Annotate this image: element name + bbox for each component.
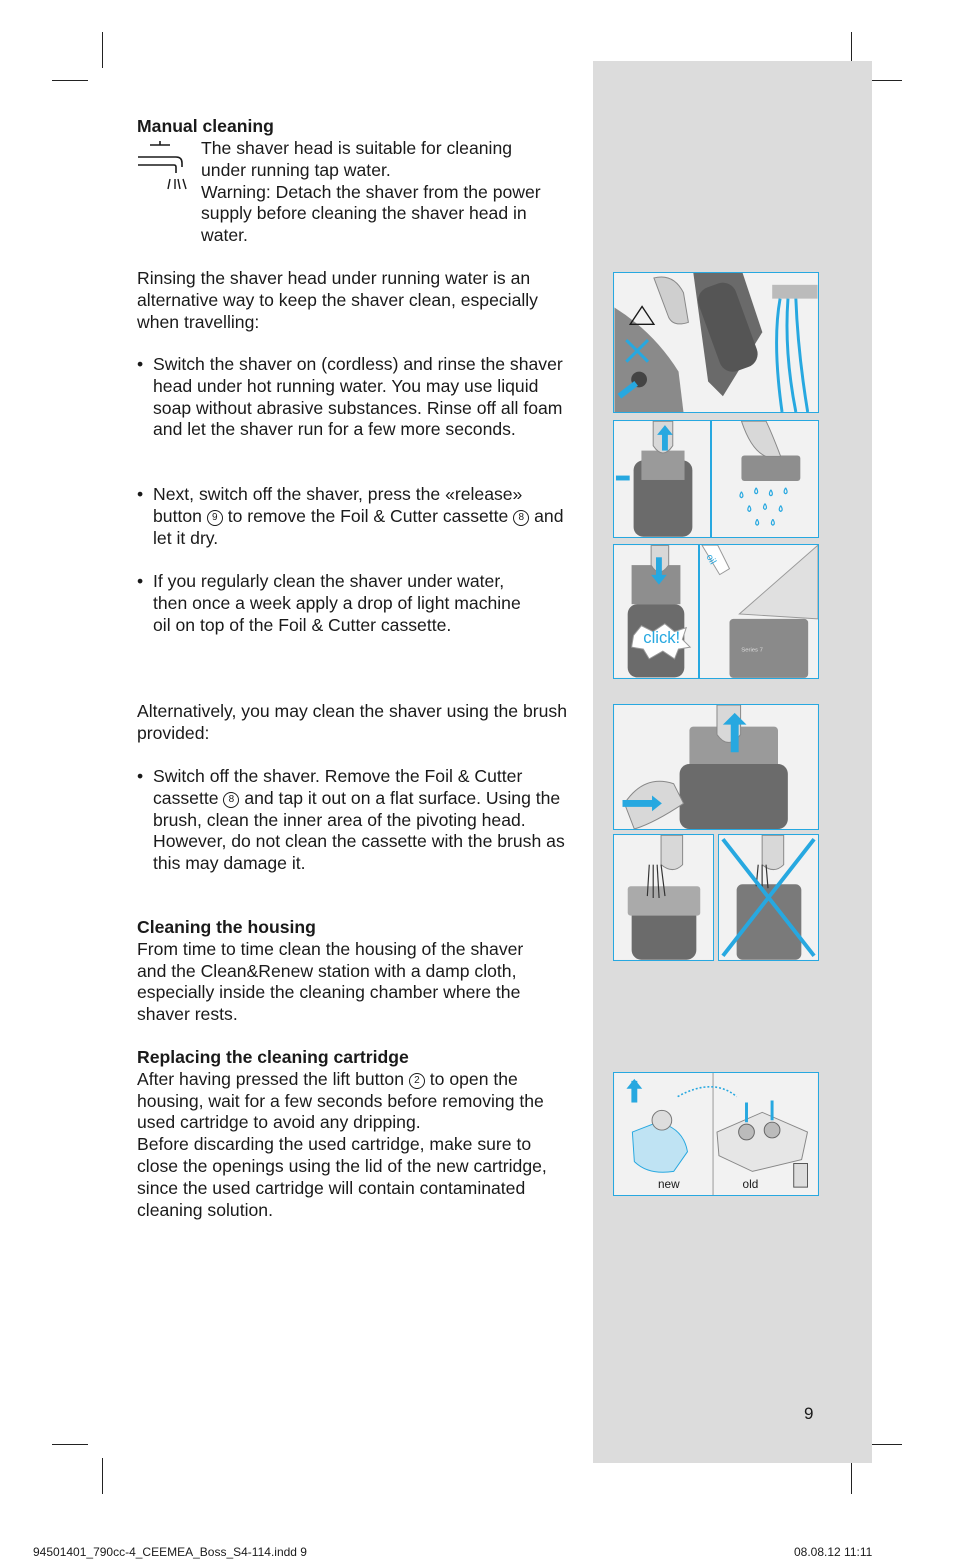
crop-mark xyxy=(102,1458,103,1494)
figure-oil-drop xyxy=(699,544,819,679)
cartridge-body-part2: to open the housing, wait for a few seconds before removing the used cartridge to avoid any dripping. xyxy=(137,1068,544,1133)
cartridge-section xyxy=(137,1047,567,1221)
cartridge-illustration xyxy=(614,1073,818,1195)
water-drops-illustration xyxy=(712,421,818,537)
bullet-brush-text xyxy=(137,766,567,875)
brush-intro-text: Alternatively, you may clean the shaver using the brush provided: xyxy=(137,701,567,743)
tap-water-icon xyxy=(136,139,192,193)
bullet-brush-part1: Switch off the shaver. Remove the Foil & Cutter cassette xyxy=(153,766,523,808)
figure-release-cassette xyxy=(613,420,711,538)
bullet-brush-part2: and tap it out on a flat surface. Using the brush, clean the inner area of the pivoting head. However, do not clean the cassette with the brush as this may damage it. xyxy=(153,787,565,874)
figure-no-brush-cassette xyxy=(718,834,819,961)
bullet-release-part2: to remove the Foil & Cutter cassette xyxy=(227,505,509,526)
oil-label: oil xyxy=(703,552,719,567)
click-illustration xyxy=(614,545,698,678)
bullet-oil-text: • If you regularly clean the shaver under water, then once a week apply a drop of light machine oil on top of the Foil & Cutter cassette. xyxy=(137,571,537,636)
bullet-release xyxy=(137,484,567,549)
rinse-intro-text: Rinsing the shaver head under running water is an alternative way to keep the shaver clean, especially when travelling: xyxy=(137,268,538,332)
figure-rinse xyxy=(613,272,819,413)
housing-body: From time to time clean the housing of the shaver and the Clean&Renew station with a damp cloth, especially inside the cleaning chamber where the shaver rests. xyxy=(137,938,524,1025)
bullet-rinse-text: • Switch the shaver on (cordless) and rinse the shaver head under hot running water. You may use liquid soap without abrasive substances. Rinse off all foam and let the shaver run for a few more seconds. xyxy=(137,354,567,441)
cartridge-body-part1: After having pressed the lift button xyxy=(137,1068,404,1089)
series-label: Series 7 xyxy=(741,647,763,654)
housing-heading: Cleaning the housing xyxy=(137,917,316,937)
page-number: 9 xyxy=(804,1404,814,1423)
brush-head-illustration xyxy=(614,835,713,960)
icon-intro-text: The shaver head is suitable for cleaning under running tap water. xyxy=(201,138,513,180)
shaver-rinse-illustration xyxy=(614,273,818,412)
footer-filename: 94501401_790cc-4_CEEMEA_Boss_S4-114.indd 9 xyxy=(33,1545,307,1559)
bullet-oil xyxy=(137,571,537,636)
new-label: new xyxy=(657,1177,680,1192)
bullet-release-part1: Next, switch off the shaver, press the «release» button xyxy=(153,484,523,526)
figure-click-insert xyxy=(613,544,699,679)
figure-cartridge xyxy=(613,1072,819,1196)
bullet-brush xyxy=(137,766,567,875)
bullet-release-text xyxy=(137,484,567,549)
footer-timestamp: 08.08.12 11:11 xyxy=(794,1545,873,1559)
bullet-rinse xyxy=(137,354,567,441)
housing-section xyxy=(137,917,537,1026)
ref-number-8: 8 xyxy=(513,510,529,526)
release-button-illustration xyxy=(614,421,710,537)
cartridge-body xyxy=(137,1069,567,1134)
forbidden-brush-illustration xyxy=(719,835,818,960)
manual-cleaning-section xyxy=(137,116,567,138)
cartridge-heading: Replacing the cleaning cartridge xyxy=(137,1047,409,1067)
crop-mark xyxy=(851,1458,852,1494)
cartridge-discard: Before discarding the used cartridge, make sure to close the openings using the lid of the new cartridge, since the used cartridge will contain contaminated cleaning solution. xyxy=(137,1134,547,1220)
click-label: click! xyxy=(643,628,681,648)
crop-mark xyxy=(52,1444,88,1445)
remove-cassette-illustration xyxy=(614,705,818,829)
ref-number-2: 2 xyxy=(409,1073,425,1089)
ref-number-8: 8 xyxy=(223,792,239,808)
oil-illustration xyxy=(700,545,818,678)
crop-mark xyxy=(52,80,88,81)
crop-mark xyxy=(102,32,103,68)
bullet-release-part3: and let it dry. xyxy=(153,505,564,548)
brush-intro xyxy=(137,701,567,745)
manual-cleaning-heading: Manual cleaning xyxy=(137,116,274,136)
figure-remove-cassette xyxy=(613,704,819,830)
ref-number-9: 9 xyxy=(207,510,223,526)
figure-dry-cassette xyxy=(711,420,819,538)
icon-warning-text: Warning: Detach the shaver from the power supply before cleaning the shaver head in water. xyxy=(201,181,541,246)
icon-text-block xyxy=(201,138,561,247)
rinse-intro xyxy=(137,268,542,333)
figure-brush-head xyxy=(613,834,714,961)
old-label: old xyxy=(742,1177,759,1192)
